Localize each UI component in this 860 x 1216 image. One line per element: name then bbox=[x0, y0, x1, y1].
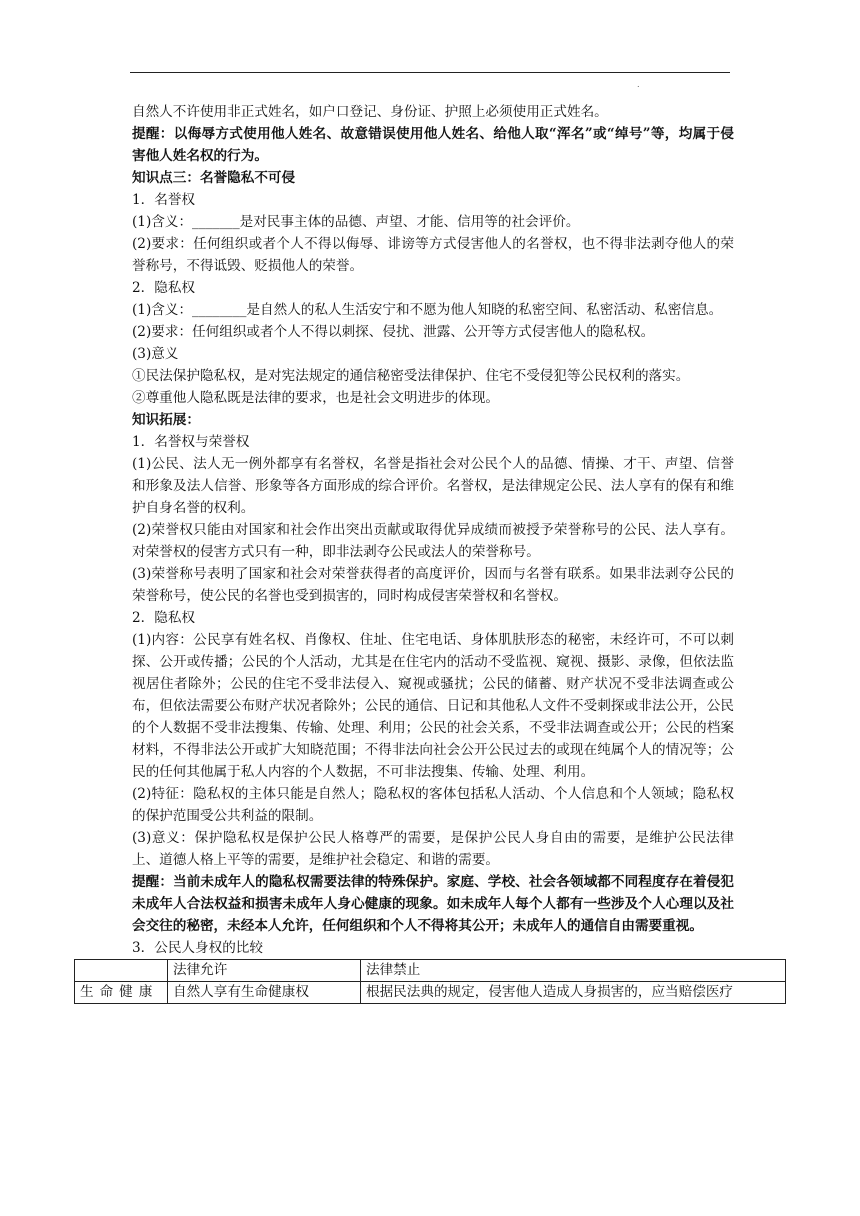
paragraph-list bbox=[132, 101, 734, 959]
paragraph: 自然人不许使用非正式姓名，如户口登记、身份证、护照上必须使用正式姓名。 bbox=[132, 104, 608, 120]
table-header-row bbox=[75, 960, 786, 982]
paragraph: (1)含义：_______是对民事主体的品德、声望、才能、信用等的社会评价。 bbox=[132, 214, 580, 230]
table-cell: 根据民法典的规定，侵害他人造成人身损害的，应当赔偿医疗 bbox=[361, 982, 786, 1004]
paragraph: 1．名誉权 bbox=[132, 192, 196, 208]
paragraph: (1)公民、法人无一例外都享有名誉权，名誉是指社会对公民个人的品德、情操、才干、声望、信誉和形象及法人信誉、形象等各方面形成的综合评价。名誉权，是法律规定公民、法人享有的保有和维护自身名誉的权利。 bbox=[132, 456, 734, 516]
paragraph: 知识拓展： bbox=[132, 412, 200, 428]
paragraph: (2)要求：任何组织或者个人不得以刺探、侵扰、泄露、公开等方式侵害他人的隐私权。 bbox=[132, 324, 655, 340]
paragraph: 知识点三：名誉隐私不可侵 bbox=[132, 170, 296, 186]
rights-comparison-table bbox=[74, 959, 786, 1004]
paragraph: 2．隐私权 bbox=[132, 280, 196, 296]
paragraph: (3)意义 bbox=[132, 346, 179, 362]
table-header-cell bbox=[75, 960, 168, 982]
paragraph: ①民法保护隐私权，是对宪法规定的通信秘密受法律保护、住宅不受侵犯等公民权利的落实。 bbox=[132, 368, 690, 384]
paragraph: ②尊重他人隐私既是法律的要求，也是社会文明进步的体现。 bbox=[132, 390, 500, 406]
table-row bbox=[75, 982, 786, 1004]
table-header-cell: 法律允许 bbox=[168, 960, 361, 982]
paragraph: 2．隐私权 bbox=[132, 610, 196, 626]
table-header-cell: 法律禁止 bbox=[361, 960, 786, 982]
paragraph: (3)荣誉称号表明了国家和社会对荣誉获得者的高度评价，因而与名誉有联系。如果非法剥夺公民的荣誉称号，使公民的名誉也受到损害的，同时构成侵害荣誉权和名誉权。 bbox=[132, 566, 734, 604]
paragraph: 提醒：当前未成年人的隐私权需要法律的特殊保护。家庭、学校、社会各领域都不同程度存在着侵犯未成年人合法权益和损害未成年人身心健康的现象。如未成年人每个人都有一些涉及个人心理以及社会交往的秘密，未经本人允许，任何组织和个人不得将其公开；未成年人的通信自由需要重视。 bbox=[132, 874, 734, 934]
paragraph: (1)含义：________是自然人的私人生活安宁和不愿为他人知晓的私密空间、私密活动、私密信息。 bbox=[132, 302, 723, 318]
paragraph: 3．公民人身权的比较 bbox=[132, 940, 263, 956]
paragraph: 提醒：以侮辱方式使用他人姓名、故意错误使用他人姓名、给他人取“浑名”或“绰号”等，均属于侵害他人姓名权的行为。 bbox=[132, 126, 734, 164]
paragraph: (2)要求：任何组织或者个人不得以侮辱、诽谤等方式侵害他人的名誉权，也不得非法剥夺他人的荣誉称号，不得诋毁、贬损他人的荣誉。 bbox=[132, 236, 734, 274]
paragraph: (2)荣誉权只能由对国家和社会作出突出贡献或取得优异成绩而被授予荣誉称号的公民、法人享有。对荣誉权的侵害方式只有一种，即非法剥夺公民或法人的荣誉称号。 bbox=[132, 522, 734, 560]
paragraph: (3)意义：保护隐私权是保护公民人格尊严的需要，是保护公民人身自由的需要，是维护公民法律上、道德人格上平等的需要，是维护社会稳定、和谐的需要。 bbox=[132, 830, 734, 868]
table-cell: 自然人享有生命健康权 bbox=[168, 982, 361, 1004]
header-mark: . bbox=[637, 80, 640, 89]
paragraph: (2)特征：隐私权的主体只能是自然人；隐私权的客体包括私人活动、个人信息和个人领域；隐私权的保护范围受公共利益的限制。 bbox=[132, 786, 734, 824]
table-cell: 生命健康 bbox=[75, 982, 168, 1004]
header-rule bbox=[130, 72, 730, 73]
paragraph: (1)内容：公民享有姓名权、肖像权、住址、住宅电话、身体肌肤形态的秘密，未经许可，不可以刺探、公开或传播；公民的个人活动，尤其是在住宅内的活动不受监视、窥视、摄影、录像，但依法监视居住者除外；公民的住宅不受非法侵入、窥视或骚扰；公民的储蓄、财产状况不受非法调查或公布，但依法需要公布财产状况者除外；公民的通信、日记和其他私人文件不受刺探或非法公开，公民的个人数据不受非法搜集、传输、处理、利用；公民的社会关系，不受非法调查或公开；公民的档案材料，不得非法公开或扩大知晓范围；不得非法向社会公开公民过去的或现在纯属个人的情况等；公民的任何其他属于私人内容的个人数据，不可非法搜集、传输、处理、利用。 bbox=[132, 632, 734, 780]
document-body bbox=[80, 101, 734, 1004]
paragraph: 1．名誉权与荣誉权 bbox=[132, 434, 250, 450]
